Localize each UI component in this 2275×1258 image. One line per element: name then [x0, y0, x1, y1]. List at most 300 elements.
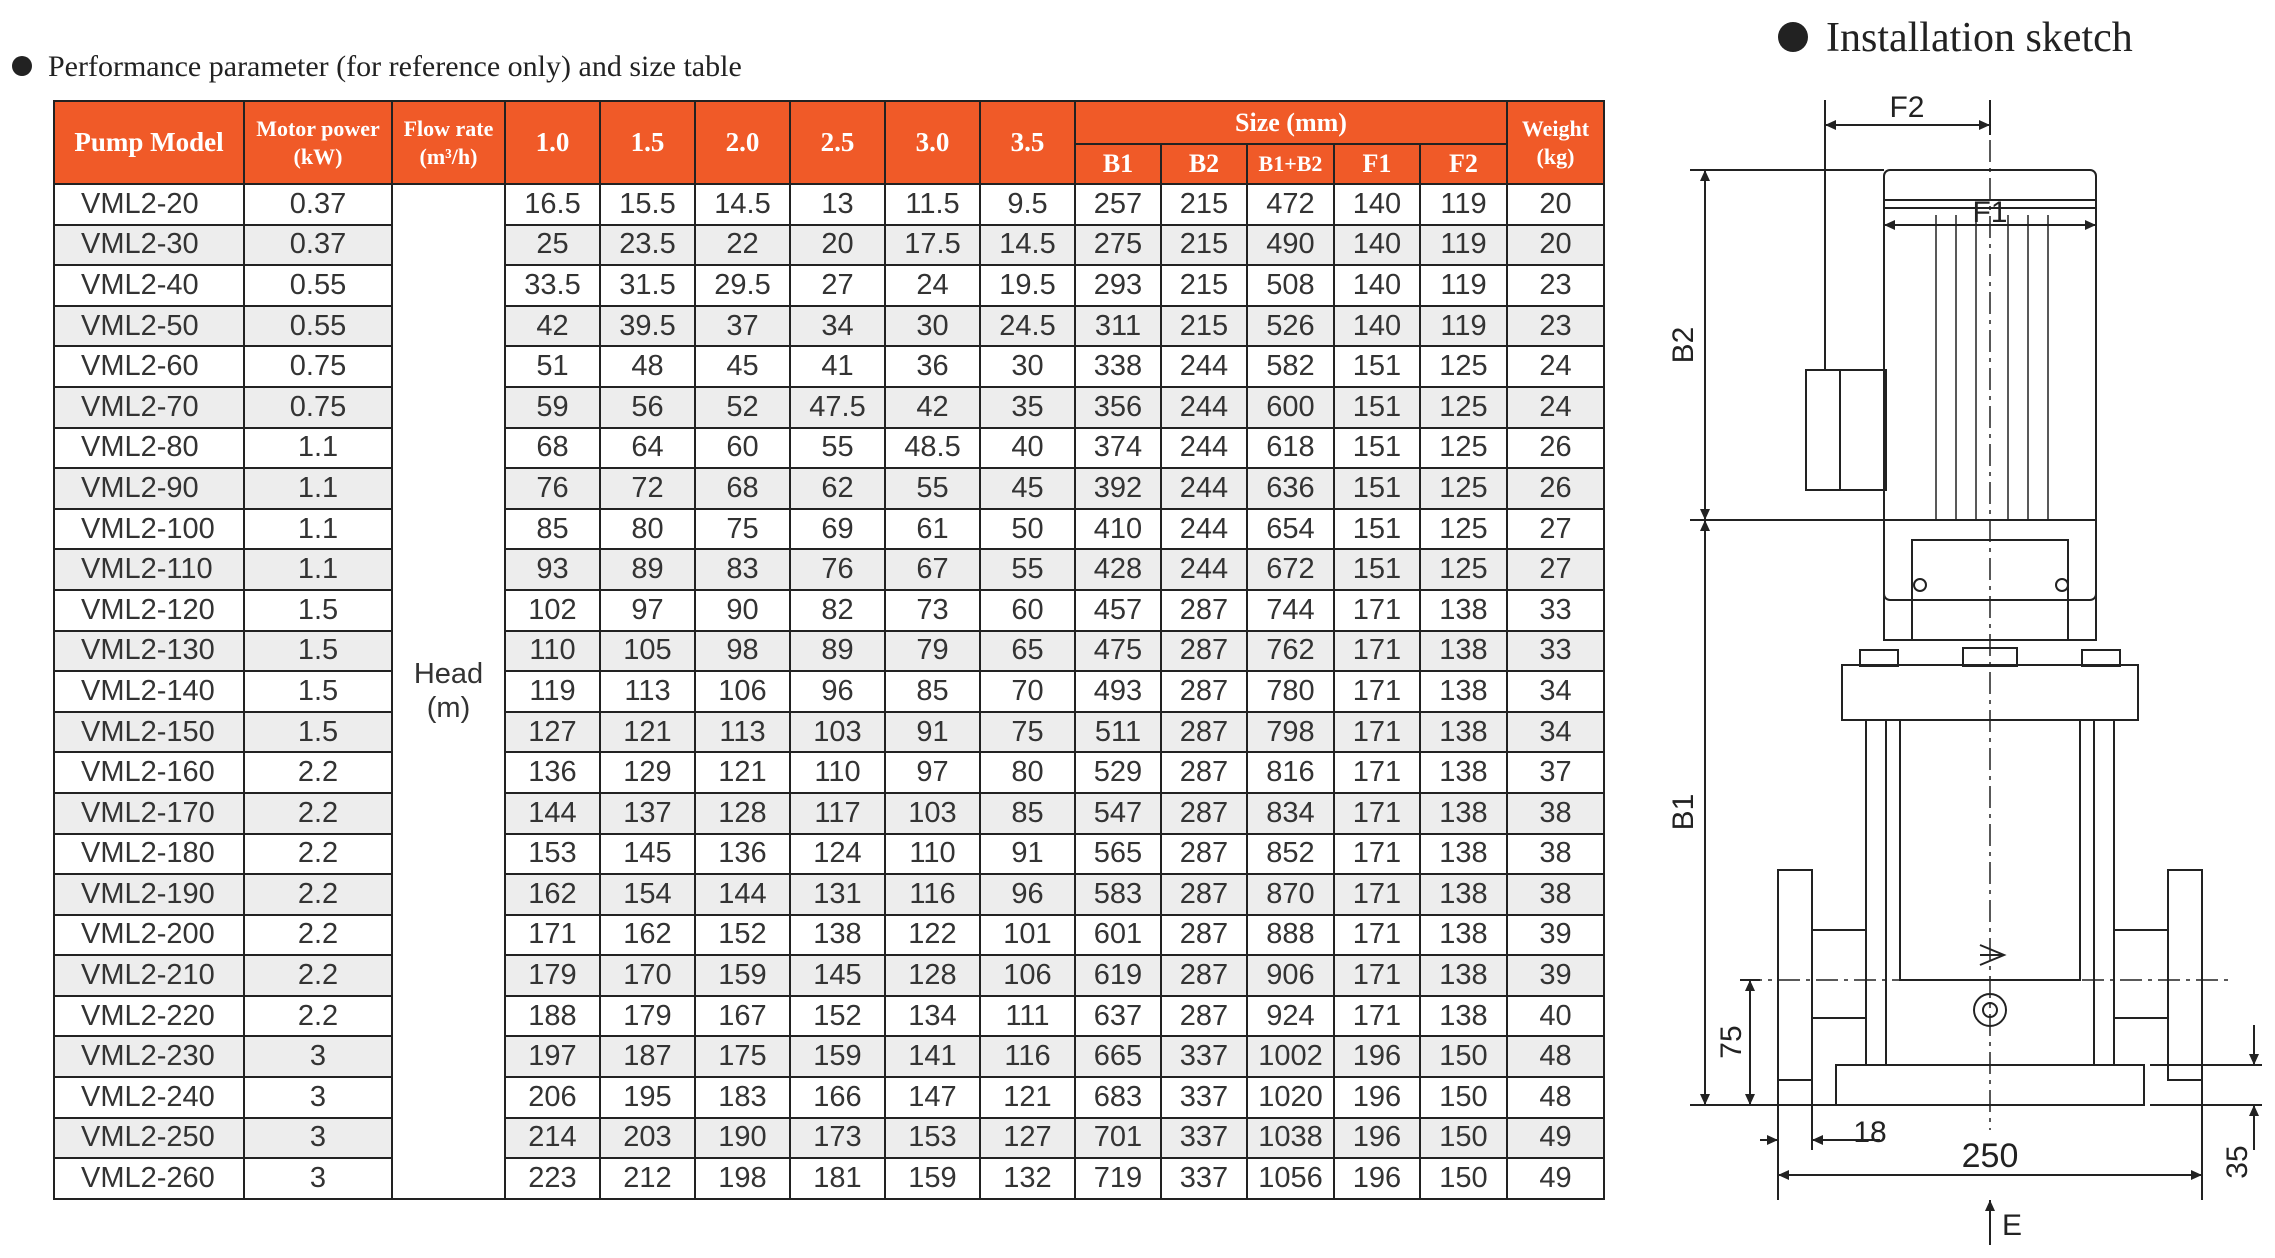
head-value-cell: 103: [885, 793, 980, 834]
size-value-cell: 618: [1247, 428, 1334, 469]
head-value-cell: 68: [695, 468, 790, 509]
size-value-cell: 244: [1161, 549, 1247, 590]
table-row: [54, 915, 1604, 956]
dim-label-e: E: [2002, 1209, 2023, 1242]
weight-cell: 20: [1507, 184, 1604, 225]
size-value-cell: 140: [1334, 184, 1420, 225]
table-header: [54, 101, 1604, 184]
weight-cell: 39: [1507, 955, 1604, 996]
size-value-cell: 619: [1075, 955, 1161, 996]
motor-power-cell: 3: [244, 1118, 392, 1159]
head-value-cell: 106: [695, 671, 790, 712]
dim-label-18: 18: [1853, 1116, 1887, 1149]
bolt-icon: [2056, 579, 2068, 591]
head-value-cell: 59: [505, 387, 600, 428]
head-value-cell: 97: [885, 752, 980, 793]
head-value-cell: 103: [790, 712, 885, 753]
head-value-cell: 30: [885, 306, 980, 347]
pump-model-cell: VML2-200: [54, 915, 244, 956]
center-lines: [1740, 140, 2230, 1130]
head-value-cell: 119: [505, 671, 600, 712]
size-value-cell: 171: [1334, 955, 1420, 996]
head-value-cell: 47.5: [790, 387, 885, 428]
size-value-cell: 701: [1075, 1118, 1161, 1159]
size-value-cell: 171: [1334, 874, 1420, 915]
size-value-cell: 493: [1075, 671, 1161, 712]
head-value-cell: 102: [505, 590, 600, 631]
dim-label-250: 250: [1961, 1137, 2019, 1175]
head-value-cell: 162: [505, 874, 600, 915]
size-value-cell: 215: [1161, 306, 1247, 347]
head-value-cell: 69: [790, 509, 885, 550]
head-value-cell: 159: [695, 955, 790, 996]
weight-cell: 23: [1507, 306, 1604, 347]
head-value-cell: 113: [600, 671, 695, 712]
head-value-cell: 203: [600, 1118, 695, 1159]
size-value-cell: 636: [1247, 468, 1334, 509]
head-value-cell: 113: [695, 712, 790, 753]
size-value-cell: 287: [1161, 834, 1247, 875]
head-value-cell: 48: [600, 346, 695, 387]
nut-icon: [2082, 650, 2120, 666]
motor-power-cell: 1.5: [244, 631, 392, 672]
size-value-cell: 1038: [1247, 1118, 1334, 1159]
dim-label-75: 75: [1715, 1025, 1748, 1059]
head-value-cell: 20: [790, 225, 885, 266]
motor-power-cell: 0.55: [244, 265, 392, 306]
head-value-cell: 198: [695, 1158, 790, 1199]
head-value-cell: 152: [695, 915, 790, 956]
head-value-cell: 40: [980, 428, 1075, 469]
size-value-cell: 338: [1075, 346, 1161, 387]
motor-power-cell: 3: [244, 1077, 392, 1118]
head-value-cell: 129: [600, 752, 695, 793]
size-value-cell: 762: [1247, 631, 1334, 672]
head-value-cell: 85: [505, 509, 600, 550]
head-value-cell: 30: [980, 346, 1075, 387]
motor-power-cell: 2.2: [244, 752, 392, 793]
weight-cell: 27: [1507, 509, 1604, 550]
size-value-cell: 151: [1334, 509, 1420, 550]
header-size-col: B2: [1161, 144, 1247, 184]
head-value-cell: 121: [600, 712, 695, 753]
size-value-cell: 780: [1247, 671, 1334, 712]
head-value-cell: 159: [790, 1036, 885, 1077]
head-value-cell: 80: [600, 509, 695, 550]
head-value-cell: 145: [600, 834, 695, 875]
head-unit: (m): [426, 692, 471, 725]
head-value-cell: 91: [885, 712, 980, 753]
pump-model-cell: VML2-60: [54, 346, 244, 387]
head-value-cell: 106: [980, 955, 1075, 996]
weight-unit: (kg): [1536, 143, 1575, 169]
head-value-cell: 72: [600, 468, 695, 509]
motor-power-cell: 0.37: [244, 184, 392, 225]
size-value-cell: 150: [1420, 1118, 1507, 1159]
head-value-cell: 14.5: [980, 225, 1075, 266]
head-value-cell: 17.5: [885, 225, 980, 266]
head-value-cell: 76: [790, 549, 885, 590]
size-value-cell: 834: [1247, 793, 1334, 834]
head-value-cell: 62: [790, 468, 885, 509]
weight-cell: 38: [1507, 834, 1604, 875]
size-value-cell: 150: [1420, 1158, 1507, 1199]
pump-model-cell: VML2-110: [54, 549, 244, 590]
size-value-cell: 337: [1161, 1158, 1247, 1199]
size-value-cell: 196: [1334, 1158, 1420, 1199]
motor-power-cell: 1.5: [244, 712, 392, 753]
size-value-cell: 683: [1075, 1077, 1161, 1118]
head-value-cell: 162: [600, 915, 695, 956]
head-value-cell: 136: [695, 834, 790, 875]
table-row: [54, 1158, 1604, 1199]
size-value-cell: 171: [1334, 590, 1420, 631]
size-value-cell: 196: [1334, 1036, 1420, 1077]
table-row: [54, 387, 1604, 428]
head-value-cell: 127: [505, 712, 600, 753]
pump-model-cell: VML2-30: [54, 225, 244, 266]
head-value-cell: 52: [695, 387, 790, 428]
size-value-cell: 601: [1075, 915, 1161, 956]
size-value-cell: 1002: [1247, 1036, 1334, 1077]
size-value-cell: 457: [1075, 590, 1161, 631]
head-value-cell: 111: [980, 996, 1075, 1037]
terminal-box: [1806, 370, 1886, 490]
header-size-col: B1: [1075, 144, 1161, 184]
header-weight: [1507, 101, 1604, 184]
inlet-pipe: [1812, 930, 1866, 1018]
weight-cell: 49: [1507, 1158, 1604, 1199]
size-value-cell: 215: [1161, 225, 1247, 266]
head-value-cell: 97: [600, 590, 695, 631]
table-row: [54, 346, 1604, 387]
size-value-cell: 171: [1334, 752, 1420, 793]
size-value-cell: 511: [1075, 712, 1161, 753]
header-motor-power: [244, 101, 392, 184]
head-value-cell: 206: [505, 1077, 600, 1118]
motor-power-cell: 1.5: [244, 671, 392, 712]
head-value-cell: 128: [695, 793, 790, 834]
head-value-cell: 98: [695, 631, 790, 672]
head-value-cell: 101: [980, 915, 1075, 956]
size-value-cell: 151: [1334, 428, 1420, 469]
head-value-cell: 195: [600, 1077, 695, 1118]
head-value-cell: 82: [790, 590, 885, 631]
header-size-col: F2: [1420, 144, 1507, 184]
size-value-cell: 392: [1075, 468, 1161, 509]
size-value-cell: 287: [1161, 874, 1247, 915]
head-value-cell: 85: [885, 671, 980, 712]
size-value-cell: 472: [1247, 184, 1334, 225]
head-value-cell: 147: [885, 1077, 980, 1118]
table-row: [54, 834, 1604, 875]
size-value-cell: 287: [1161, 631, 1247, 672]
table-row: [54, 265, 1604, 306]
pump-model-cell: VML2-140: [54, 671, 244, 712]
motor-power-cell: 2.2: [244, 834, 392, 875]
installation-section-title: [1778, 14, 2133, 62]
performance-section-title: [12, 50, 742, 84]
head-value-cell: 31.5: [600, 265, 695, 306]
header-size: Size (mm): [1075, 101, 1507, 144]
table-row: [54, 996, 1604, 1037]
head-value-cell: 33.5: [505, 265, 600, 306]
outlet-pipe: [2114, 930, 2168, 1018]
flow-rate-label: Flow rate: [403, 115, 494, 141]
pump-model-cell: VML2-170: [54, 793, 244, 834]
head-value-cell: 124: [790, 834, 885, 875]
size-value-cell: 287: [1161, 915, 1247, 956]
size-value-cell: 119: [1420, 225, 1507, 266]
head-value-cell: 141: [885, 1036, 980, 1077]
weight-cell: 48: [1507, 1036, 1604, 1077]
header-flow-value: 2.0: [695, 101, 790, 184]
head-value-cell: 14.5: [695, 184, 790, 225]
table-row: [54, 225, 1604, 266]
size-value-cell: 125: [1420, 549, 1507, 590]
motor-power-cell: 1.1: [244, 549, 392, 590]
size-value-cell: 428: [1075, 549, 1161, 590]
pump-model-cell: VML2-250: [54, 1118, 244, 1159]
head-value-cell: 76: [505, 468, 600, 509]
size-value-cell: 119: [1420, 265, 1507, 306]
table-row: [54, 184, 1604, 225]
size-value-cell: 150: [1420, 1036, 1507, 1077]
head-value-cell: 29.5: [695, 265, 790, 306]
head-value-cell: 159: [885, 1158, 980, 1199]
head-value-cell: 105: [600, 631, 695, 672]
size-value-cell: 171: [1334, 915, 1420, 956]
performance-table: [53, 100, 1605, 1200]
size-value-cell: 287: [1161, 955, 1247, 996]
head-value-cell: 45: [695, 346, 790, 387]
head-value-cell: 89: [790, 631, 885, 672]
dimension-labels: [1667, 91, 2254, 1242]
weight-cell: 48: [1507, 1077, 1604, 1118]
size-value-cell: 293: [1075, 265, 1161, 306]
size-value-cell: 138: [1420, 793, 1507, 834]
head-value-cell: 122: [885, 915, 980, 956]
flow-direction-icon: [1980, 945, 2004, 965]
head-value-cell: 179: [505, 955, 600, 996]
table-row: [54, 1036, 1604, 1077]
head-value-cell: 42: [505, 306, 600, 347]
size-value-cell: 1056: [1247, 1158, 1334, 1199]
pump-model-cell: VML2-120: [54, 590, 244, 631]
size-value-cell: 508: [1247, 265, 1334, 306]
bullet-dot-icon: [12, 56, 32, 76]
head-value-cell: 75: [980, 712, 1075, 753]
head-value-cell: 80: [980, 752, 1075, 793]
head-value-cell: 187: [600, 1036, 695, 1077]
size-value-cell: 171: [1334, 996, 1420, 1037]
header-size-col: B1+B2: [1247, 144, 1334, 184]
head-value-cell: 183: [695, 1077, 790, 1118]
size-value-cell: 410: [1075, 509, 1161, 550]
head-value-cell: 65: [980, 631, 1075, 672]
size-value-cell: 888: [1247, 915, 1334, 956]
weight-cell: 23: [1507, 265, 1604, 306]
pump-model-cell: VML2-180: [54, 834, 244, 875]
head-value-cell: 175: [695, 1036, 790, 1077]
size-value-cell: 337: [1161, 1118, 1247, 1159]
head-value-cell: 85: [980, 793, 1075, 834]
pump-model-cell: VML2-90: [54, 468, 244, 509]
head-value-cell: 170: [600, 955, 695, 996]
head-value-cell: 117: [790, 793, 885, 834]
head-value-cell: 60: [695, 428, 790, 469]
head-value-cell: 212: [600, 1158, 695, 1199]
weight-cell: 24: [1507, 346, 1604, 387]
head-value-cell: 23.5: [600, 225, 695, 266]
size-value-cell: 287: [1161, 752, 1247, 793]
weight-cell: 39: [1507, 915, 1604, 956]
header-flow-value: 1.0: [505, 101, 600, 184]
head-value-cell: 37: [695, 306, 790, 347]
head-value-cell: 137: [600, 793, 695, 834]
head-value-cell: 55: [980, 549, 1075, 590]
size-value-cell: 171: [1334, 793, 1420, 834]
head-value-cell: 60: [980, 590, 1075, 631]
size-value-cell: 125: [1420, 428, 1507, 469]
pump-model-cell: VML2-190: [54, 874, 244, 915]
head-value-cell: 41: [790, 346, 885, 387]
head-value-cell: 96: [980, 874, 1075, 915]
head-value-cell: 24.5: [980, 306, 1075, 347]
size-value-cell: 215: [1161, 184, 1247, 225]
head-value-cell: 179: [600, 996, 695, 1037]
size-value-cell: 171: [1334, 712, 1420, 753]
head-value-cell: 96: [790, 671, 885, 712]
dim-label-f1: F1: [1972, 196, 2008, 229]
size-value-cell: 744: [1247, 590, 1334, 631]
pump-model-cell: VML2-20: [54, 184, 244, 225]
motor-power-cell: 2.2: [244, 996, 392, 1037]
size-value-cell: 582: [1247, 346, 1334, 387]
dim-label-f2: F2: [1889, 91, 1925, 124]
head-value-cell: 197: [505, 1036, 600, 1077]
head-value-cell: 34: [790, 306, 885, 347]
size-value-cell: 287: [1161, 793, 1247, 834]
pump-model-cell: VML2-260: [54, 1158, 244, 1199]
head-value-cell: 121: [695, 752, 790, 793]
weight-label: Weight: [1521, 115, 1590, 141]
table-row: [54, 1118, 1604, 1159]
motor-power-cell: 2.2: [244, 874, 392, 915]
size-value-cell: 870: [1247, 874, 1334, 915]
size-value-cell: 924: [1247, 996, 1334, 1037]
weight-cell: 26: [1507, 468, 1604, 509]
motor-power-cell: 0.75: [244, 346, 392, 387]
head-value-cell: 9.5: [980, 184, 1075, 225]
pump-model-cell: VML2-150: [54, 712, 244, 753]
size-value-cell: 125: [1420, 346, 1507, 387]
pump-model-cell: VML2-70: [54, 387, 244, 428]
table-row: [54, 428, 1604, 469]
size-value-cell: 196: [1334, 1077, 1420, 1118]
head-value-cell: 154: [600, 874, 695, 915]
head-value-cell: 93: [505, 549, 600, 590]
header-size-col: F1: [1334, 144, 1420, 184]
size-value-cell: 1020: [1247, 1077, 1334, 1118]
table-row: [54, 549, 1604, 590]
pump-model-cell: VML2-220: [54, 996, 244, 1037]
head-value-cell: 73: [885, 590, 980, 631]
header-flow-value: 3.5: [980, 101, 1075, 184]
head-value-cell: 64: [600, 428, 695, 469]
motor-power-cell: 0.55: [244, 306, 392, 347]
pump-model-cell: VML2-80: [54, 428, 244, 469]
installation-sketch: [1640, 85, 2270, 1253]
head-value-cell: 116: [885, 874, 980, 915]
weight-cell: 49: [1507, 1118, 1604, 1159]
size-value-cell: 140: [1334, 225, 1420, 266]
size-value-cell: 526: [1247, 306, 1334, 347]
motor-power-cell: 3: [244, 1158, 392, 1199]
head-value-cell: 56: [600, 387, 695, 428]
pump-model-cell: VML2-100: [54, 509, 244, 550]
head-value-cell: 48.5: [885, 428, 980, 469]
installation-title-text: Installation sketch: [1826, 15, 2133, 61]
head-value-cell: 188: [505, 996, 600, 1037]
head-value-cell: 214: [505, 1118, 600, 1159]
motor-power-cell: 3: [244, 1036, 392, 1077]
table-row: [54, 955, 1604, 996]
size-value-cell: 565: [1075, 834, 1161, 875]
size-value-cell: 138: [1420, 834, 1507, 875]
size-value-cell: 125: [1420, 509, 1507, 550]
motor-power-cell: 2.2: [244, 955, 392, 996]
head-value-cell: 36: [885, 346, 980, 387]
motor-power-cell: 0.37: [244, 225, 392, 266]
motor-power-cell: 1.1: [244, 509, 392, 550]
head-value-cell: 121: [980, 1077, 1075, 1118]
size-value-cell: 287: [1161, 590, 1247, 631]
weight-cell: 34: [1507, 671, 1604, 712]
head-value-cell: 91: [980, 834, 1075, 875]
size-value-cell: 275: [1075, 225, 1161, 266]
pump-model-cell: VML2-230: [54, 1036, 244, 1077]
head-value-cell: 153: [505, 834, 600, 875]
size-value-cell: 151: [1334, 387, 1420, 428]
size-value-cell: 356: [1075, 387, 1161, 428]
head-value-cell: 144: [695, 874, 790, 915]
pump-model-cell: VML2-50: [54, 306, 244, 347]
head-value-cell: 132: [980, 1158, 1075, 1199]
head-value-cell: 223: [505, 1158, 600, 1199]
head-value-cell: 181: [790, 1158, 885, 1199]
head-value-cell: 171: [505, 915, 600, 956]
size-value-cell: 287: [1161, 671, 1247, 712]
header-flow-value: 1.5: [600, 101, 695, 184]
size-value-cell: 654: [1247, 509, 1334, 550]
table-row: [54, 874, 1604, 915]
weight-cell: 37: [1507, 752, 1604, 793]
head-value-cell: 167: [695, 996, 790, 1037]
head-value-cell: 24: [885, 265, 980, 306]
size-value-cell: 138: [1420, 590, 1507, 631]
head-value-cell: 116: [980, 1036, 1075, 1077]
size-value-cell: 138: [1420, 631, 1507, 672]
size-value-cell: 138: [1420, 915, 1507, 956]
head-value-cell: 13: [790, 184, 885, 225]
motor-power-cell: 2.2: [244, 793, 392, 834]
size-value-cell: 337: [1161, 1077, 1247, 1118]
performance-title-text: Performance parameter (for reference only) and size table: [48, 50, 742, 83]
pump-model-cell: VML2-210: [54, 955, 244, 996]
table-row: [54, 712, 1604, 753]
motor-fins: [1936, 215, 2048, 520]
